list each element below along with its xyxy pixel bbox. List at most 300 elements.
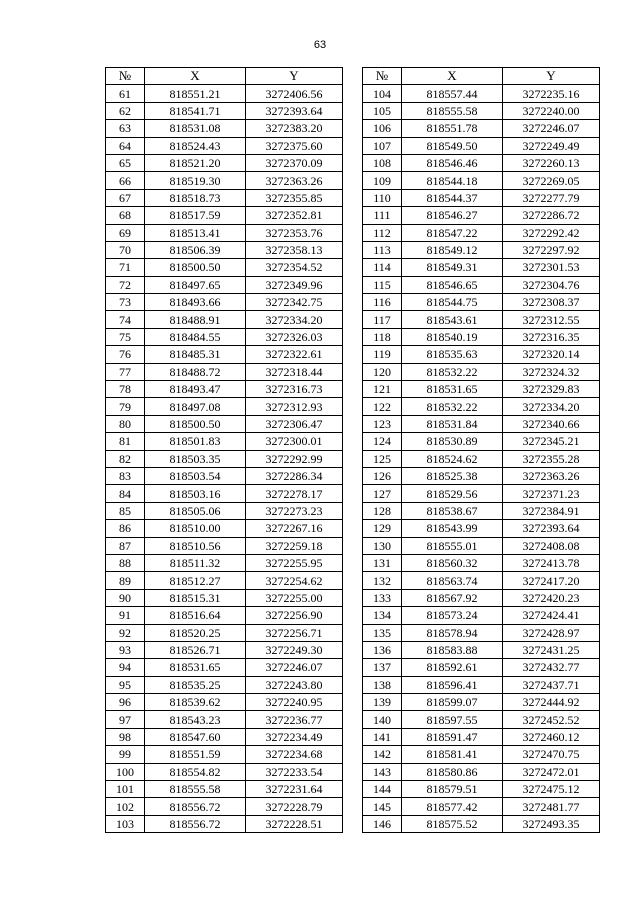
cell-x-right: 818546.65 (402, 276, 503, 293)
table-row (106, 433, 600, 450)
cell-y-right: 3272481.77 (503, 798, 600, 815)
cell-number-right: 124 (363, 433, 402, 450)
column-gap (343, 346, 363, 363)
cell-y-left: 3272349.96 (246, 276, 343, 293)
cell-y-right: 3272292.42 (503, 224, 600, 241)
cell-y-right: 3272371.23 (503, 485, 600, 502)
coordinates-table (105, 67, 600, 833)
cell-y-right: 3272384.91 (503, 502, 600, 519)
cell-x-left: 818521.20 (145, 154, 246, 171)
column-gap (343, 450, 363, 467)
column-gap (343, 607, 363, 624)
table-row (106, 311, 600, 328)
cell-number-left: 73 (106, 294, 145, 311)
cell-y-right: 3272301.53 (503, 259, 600, 276)
cell-number-right: 114 (363, 259, 402, 276)
cell-number-right: 132 (363, 572, 402, 589)
table-row (106, 537, 600, 554)
cell-number-left: 79 (106, 398, 145, 415)
column-gap (343, 554, 363, 571)
cell-x-right: 818524.62 (402, 450, 503, 467)
cell-number-right: 128 (363, 502, 402, 519)
cell-number-left: 97 (106, 711, 145, 728)
cell-number-right: 117 (363, 311, 402, 328)
cell-x-left: 818547.60 (145, 728, 246, 745)
cell-x-left: 818524.43 (145, 137, 246, 154)
column-gap (343, 154, 363, 171)
cell-y-right: 3272286.72 (503, 207, 600, 224)
cell-number-right: 112 (363, 224, 402, 241)
table-row (106, 746, 600, 763)
cell-number-left: 94 (106, 659, 145, 676)
table-row (106, 415, 600, 432)
cell-number-left: 69 (106, 224, 145, 241)
table-row (106, 363, 600, 380)
cell-x-left: 818518.73 (145, 189, 246, 206)
cell-y-left: 3272318.44 (246, 363, 343, 380)
column-gap (343, 415, 363, 432)
cell-y-right: 3272393.64 (503, 520, 600, 537)
cell-y-left: 3272255.00 (246, 589, 343, 606)
cell-number-left: 91 (106, 607, 145, 624)
cell-x-left: 818543.23 (145, 711, 246, 728)
column-gap (343, 572, 363, 589)
cell-number-left: 61 (106, 85, 145, 102)
cell-x-left: 818503.54 (145, 467, 246, 484)
cell-y-right: 3272493.35 (503, 815, 600, 832)
cell-number-left: 72 (106, 276, 145, 293)
cell-number-right: 113 (363, 241, 402, 258)
cell-x-right: 818555.58 (402, 102, 503, 119)
header-number-left: № (106, 68, 145, 85)
header-number-right: № (363, 68, 402, 85)
cell-y-left: 3272267.16 (246, 520, 343, 537)
cell-number-right: 119 (363, 346, 402, 363)
cell-y-left: 3272286.34 (246, 467, 343, 484)
cell-number-left: 88 (106, 554, 145, 571)
cell-number-left: 77 (106, 363, 145, 380)
table-row (106, 85, 600, 102)
cell-y-left: 3272312.93 (246, 398, 343, 415)
cell-x-right: 818577.42 (402, 798, 503, 815)
column-gap (343, 120, 363, 137)
cell-y-left: 3272256.71 (246, 624, 343, 641)
cell-y-left: 3272358.13 (246, 241, 343, 258)
cell-number-right: 126 (363, 467, 402, 484)
cell-y-right: 3272345.21 (503, 433, 600, 450)
table-row (106, 589, 600, 606)
cell-y-left: 3272236.77 (246, 711, 343, 728)
cell-number-right: 121 (363, 381, 402, 398)
table-row (106, 172, 600, 189)
cell-x-right: 818543.61 (402, 311, 503, 328)
cell-x-right: 818579.51 (402, 781, 503, 798)
cell-y-left: 3272249.30 (246, 641, 343, 658)
cell-number-left: 80 (106, 415, 145, 432)
cell-y-left: 3272259.18 (246, 537, 343, 554)
cell-number-left: 89 (106, 572, 145, 589)
cell-x-left: 818497.08 (145, 398, 246, 415)
table-row (106, 711, 600, 728)
cell-number-left: 63 (106, 120, 145, 137)
cell-x-left: 818510.00 (145, 520, 246, 537)
cell-x-left: 818541.71 (145, 102, 246, 119)
cell-y-left: 3272273.23 (246, 502, 343, 519)
cell-y-left: 3272233.54 (246, 763, 343, 780)
table-row (106, 659, 600, 676)
cell-x-right: 818529.56 (402, 485, 503, 502)
cell-y-right: 3272417.20 (503, 572, 600, 589)
cell-x-left: 818503.35 (145, 450, 246, 467)
column-gap (343, 746, 363, 763)
cell-x-left: 818520.25 (145, 624, 246, 641)
cell-number-right: 116 (363, 294, 402, 311)
cell-number-left: 86 (106, 520, 145, 537)
cell-x-right: 818535.63 (402, 346, 503, 363)
cell-y-left: 3272231.64 (246, 781, 343, 798)
cell-number-right: 110 (363, 189, 402, 206)
cell-number-right: 140 (363, 711, 402, 728)
table-row (106, 798, 600, 815)
column-gap (343, 311, 363, 328)
cell-x-right: 818546.27 (402, 207, 503, 224)
column-gap (343, 798, 363, 815)
cell-x-left: 818497.65 (145, 276, 246, 293)
column-gap (343, 815, 363, 832)
header-x-left: X (145, 68, 246, 85)
table-row (106, 572, 600, 589)
cell-y-left: 3272300.01 (246, 433, 343, 450)
cell-y-left: 3272292.99 (246, 450, 343, 467)
cell-number-right: 133 (363, 589, 402, 606)
column-gap (343, 172, 363, 189)
cell-y-left: 3272355.85 (246, 189, 343, 206)
cell-y-left: 3272352.81 (246, 207, 343, 224)
cell-y-left: 3272234.68 (246, 746, 343, 763)
cell-x-right: 818551.78 (402, 120, 503, 137)
cell-x-left: 818500.50 (145, 415, 246, 432)
column-gap (343, 694, 363, 711)
cell-y-left: 3272370.09 (246, 154, 343, 171)
column-gap (343, 537, 363, 554)
cell-y-right: 3272240.00 (503, 102, 600, 119)
cell-y-right: 3272329.83 (503, 381, 600, 398)
cell-y-left: 3272228.79 (246, 798, 343, 815)
cell-x-left: 818519.30 (145, 172, 246, 189)
cell-x-right: 818560.32 (402, 554, 503, 571)
cell-x-right: 818544.37 (402, 189, 503, 206)
cell-y-right: 3272444.92 (503, 694, 600, 711)
cell-x-left: 818555.58 (145, 781, 246, 798)
cell-number-left: 99 (106, 746, 145, 763)
cell-x-right: 818549.50 (402, 137, 503, 154)
cell-number-right: 111 (363, 207, 402, 224)
cell-number-left: 95 (106, 676, 145, 693)
cell-y-right: 3272413.78 (503, 554, 600, 571)
cell-x-left: 818556.72 (145, 798, 246, 815)
cell-y-right: 3272312.55 (503, 311, 600, 328)
cell-x-left: 818510.56 (145, 537, 246, 554)
cell-y-right: 3272277.79 (503, 189, 600, 206)
column-gap (343, 241, 363, 258)
cell-number-right: 115 (363, 276, 402, 293)
cell-x-left: 818511.32 (145, 554, 246, 571)
cell-number-left: 78 (106, 381, 145, 398)
cell-x-left: 818485.31 (145, 346, 246, 363)
cell-x-right: 818532.22 (402, 398, 503, 415)
cell-y-left: 3272255.95 (246, 554, 343, 571)
cell-x-right: 818563.74 (402, 572, 503, 589)
column-gap (343, 137, 363, 154)
cell-x-right: 818578.94 (402, 624, 503, 641)
cell-number-left: 103 (106, 815, 145, 832)
cell-y-left: 3272306.47 (246, 415, 343, 432)
cell-number-left: 102 (106, 798, 145, 815)
column-gap (343, 224, 363, 241)
column-gap (343, 398, 363, 415)
cell-number-right: 127 (363, 485, 402, 502)
table-row (106, 137, 600, 154)
header-y-left: Y (246, 68, 343, 85)
column-gap (343, 624, 363, 641)
cell-y-right: 3272428.97 (503, 624, 600, 641)
column-gap (343, 381, 363, 398)
cell-y-left: 3272342.75 (246, 294, 343, 311)
cell-x-right: 818591.47 (402, 728, 503, 745)
column-gap (343, 520, 363, 537)
cell-y-left: 3272383.20 (246, 120, 343, 137)
cell-x-right: 818596.41 (402, 676, 503, 693)
table-row (106, 276, 600, 293)
cell-x-left: 818515.31 (145, 589, 246, 606)
cell-number-right: 107 (363, 137, 402, 154)
table-row (106, 641, 600, 658)
cell-x-right: 818599.07 (402, 694, 503, 711)
table-row (106, 485, 600, 502)
header-y-right: Y (503, 68, 600, 85)
table-row (106, 520, 600, 537)
column-gap (343, 259, 363, 276)
cell-number-right: 131 (363, 554, 402, 571)
cell-y-left: 3272353.76 (246, 224, 343, 241)
cell-x-right: 818555.01 (402, 537, 503, 554)
cell-x-right: 818525.38 (402, 467, 503, 484)
cell-number-right: 129 (363, 520, 402, 537)
table-row (106, 346, 600, 363)
column-gap (343, 502, 363, 519)
cell-number-right: 120 (363, 363, 402, 380)
cell-x-left: 818551.59 (145, 746, 246, 763)
cell-y-left: 3272354.52 (246, 259, 343, 276)
cell-x-left: 818517.59 (145, 207, 246, 224)
table-row (106, 763, 600, 780)
cell-y-right: 3272432.77 (503, 659, 600, 676)
column-gap (343, 363, 363, 380)
cell-number-left: 82 (106, 450, 145, 467)
table-row (106, 624, 600, 641)
cell-number-left: 70 (106, 241, 145, 258)
cell-number-right: 136 (363, 641, 402, 658)
column-gap (343, 189, 363, 206)
cell-y-right: 3272246.07 (503, 120, 600, 137)
cell-x-left: 818501.83 (145, 433, 246, 450)
table-row (106, 224, 600, 241)
table-row (106, 189, 600, 206)
table-row (106, 467, 600, 484)
cell-number-right: 130 (363, 537, 402, 554)
cell-number-right: 144 (363, 781, 402, 798)
cell-number-left: 65 (106, 154, 145, 171)
cell-number-right: 104 (363, 85, 402, 102)
table-row (106, 259, 600, 276)
column-gap (343, 641, 363, 658)
cell-number-right: 106 (363, 120, 402, 137)
cell-number-left: 93 (106, 641, 145, 658)
cell-x-right: 818544.18 (402, 172, 503, 189)
cell-y-right: 3272320.14 (503, 346, 600, 363)
cell-x-right: 818597.55 (402, 711, 503, 728)
table-row (106, 154, 600, 171)
cell-number-right: 118 (363, 328, 402, 345)
cell-x-left: 818539.62 (145, 694, 246, 711)
column-gap (343, 589, 363, 606)
cell-number-right: 139 (363, 694, 402, 711)
cell-number-left: 85 (106, 502, 145, 519)
column-gap (343, 207, 363, 224)
table-row (106, 815, 600, 832)
cell-y-right: 3272249.49 (503, 137, 600, 154)
cell-x-right: 818531.65 (402, 381, 503, 398)
cell-number-left: 98 (106, 728, 145, 745)
cell-x-right: 818547.22 (402, 224, 503, 241)
cell-x-right: 818581.41 (402, 746, 503, 763)
cell-x-right: 818573.24 (402, 607, 503, 624)
cell-number-left: 101 (106, 781, 145, 798)
cell-number-right: 122 (363, 398, 402, 415)
cell-x-right: 818544.75 (402, 294, 503, 311)
cell-number-left: 71 (106, 259, 145, 276)
cell-y-right: 3272472.01 (503, 763, 600, 780)
cell-x-left: 818488.72 (145, 363, 246, 380)
table-row (106, 728, 600, 745)
table-row (106, 381, 600, 398)
cell-y-left: 3272393.64 (246, 102, 343, 119)
cell-number-left: 81 (106, 433, 145, 450)
cell-y-right: 3272308.37 (503, 294, 600, 311)
cell-x-left: 818484.55 (145, 328, 246, 345)
column-gap (343, 68, 363, 85)
cell-x-right: 818531.84 (402, 415, 503, 432)
cell-x-left: 818505.06 (145, 502, 246, 519)
cell-x-left: 818526.71 (145, 641, 246, 658)
table-row (106, 207, 600, 224)
column-gap (343, 433, 363, 450)
header-x-right: X (402, 68, 503, 85)
cell-y-left: 3272243.80 (246, 676, 343, 693)
cell-number-right: 142 (363, 746, 402, 763)
cell-y-right: 3272420.23 (503, 589, 600, 606)
cell-x-left: 818503.16 (145, 485, 246, 502)
cell-x-right: 818546.46 (402, 154, 503, 171)
cell-number-right: 145 (363, 798, 402, 815)
cell-y-left: 3272254.62 (246, 572, 343, 589)
table-row (106, 102, 600, 119)
cell-x-right: 818549.12 (402, 241, 503, 258)
cell-y-left: 3272326.03 (246, 328, 343, 345)
table-row (106, 554, 600, 571)
table-row (106, 450, 600, 467)
table-row (106, 294, 600, 311)
cell-y-left: 3272256.90 (246, 607, 343, 624)
cell-number-left: 66 (106, 172, 145, 189)
cell-x-right: 818580.86 (402, 763, 503, 780)
cell-y-right: 3272475.12 (503, 781, 600, 798)
cell-y-right: 3272355.28 (503, 450, 600, 467)
table-row (106, 607, 600, 624)
cell-y-right: 3272431.25 (503, 641, 600, 658)
cell-y-right: 3272340.66 (503, 415, 600, 432)
column-gap (343, 659, 363, 676)
cell-number-left: 64 (106, 137, 145, 154)
cell-y-left: 3272228.51 (246, 815, 343, 832)
cell-number-left: 84 (106, 485, 145, 502)
cell-x-left: 818493.66 (145, 294, 246, 311)
cell-number-left: 87 (106, 537, 145, 554)
cell-y-right: 3272363.26 (503, 467, 600, 484)
column-gap (343, 85, 363, 102)
cell-x-right: 818530.89 (402, 433, 503, 450)
cell-x-left: 818488.91 (145, 311, 246, 328)
cell-number-right: 137 (363, 659, 402, 676)
cell-y-right: 3272424.41 (503, 607, 600, 624)
cell-y-right: 3272269.05 (503, 172, 600, 189)
cell-number-right: 135 (363, 624, 402, 641)
column-gap (343, 102, 363, 119)
cell-y-left: 3272363.26 (246, 172, 343, 189)
cell-number-right: 141 (363, 728, 402, 745)
cell-x-left: 818535.25 (145, 676, 246, 693)
table-body (106, 85, 600, 833)
column-gap (343, 485, 363, 502)
cell-y-right: 3272260.13 (503, 154, 600, 171)
column-gap (343, 763, 363, 780)
cell-x-left: 818500.50 (145, 259, 246, 276)
cell-x-left: 818531.08 (145, 120, 246, 137)
cell-number-right: 108 (363, 154, 402, 171)
table-row (106, 781, 600, 798)
cell-number-left: 90 (106, 589, 145, 606)
cell-x-right: 818592.61 (402, 659, 503, 676)
cell-x-right: 818543.99 (402, 520, 503, 537)
cell-number-right: 143 (363, 763, 402, 780)
cell-y-left: 3272322.61 (246, 346, 343, 363)
cell-y-right: 3272437.71 (503, 676, 600, 693)
table-header-row (106, 68, 600, 85)
cell-y-right: 3272470.75 (503, 746, 600, 763)
cell-x-right: 818538.67 (402, 502, 503, 519)
cell-y-left: 3272278.17 (246, 485, 343, 502)
cell-y-right: 3272324.32 (503, 363, 600, 380)
cell-y-right: 3272452.52 (503, 711, 600, 728)
cell-y-right: 3272316.35 (503, 328, 600, 345)
cell-x-left: 818556.72 (145, 815, 246, 832)
cell-number-right: 109 (363, 172, 402, 189)
cell-y-right: 3272408.08 (503, 537, 600, 554)
cell-number-right: 125 (363, 450, 402, 467)
column-gap (343, 728, 363, 745)
table-row (106, 328, 600, 345)
cell-x-left: 818551.21 (145, 85, 246, 102)
